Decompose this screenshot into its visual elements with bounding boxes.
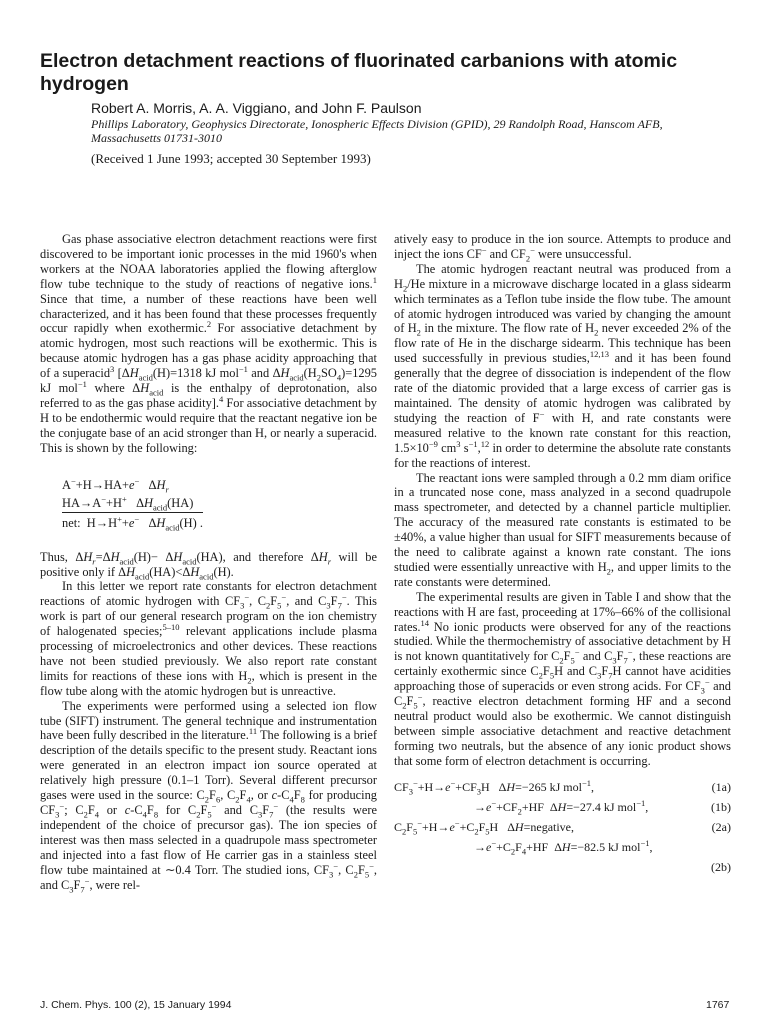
paragraph: atively easy to produce in the ion source. Attempts to produce and inject the ions CF− and $CF_2^-$ were unsuccessful. — [394, 232, 731, 264]
affiliation: Phillips Laboratory, Geophysics Directorate, Ionospheric Effects Division (GPID), 29 Randolph Road, Hanscom AFB, Massachusetts 01731-3010 — [91, 117, 663, 145]
paragraph: The atomic hydrogen reactant neutral was produced from a $H_2/He$ mixture in a microwave discharge located in a glass sidearm which terminates as a Teflon tube inside the flow tube. The amount of atomic hydrogen introduced was varied by changing the amount of $H_2$ in the mixture. The flow rate of $H_2$ never exceeded 2% of the flow rate of He in the discharge sidearm. This technique has been used successfully in previous studies,$^{12,13}$ and it has been found generally that the degree of dissociation is independent of the flow rate of the diatomic provided that a large excess of carrier gas is maintained. The density of atomic hydrogen was calibrated by studying the reaction of F− with H, and rate constants were measured relative to the known rate constant for this reaction, $1.5\times 10^{-9}$ $cm^3$ $s^{-1},^{12}$ in order to determine the absolute rate constants for the reactions of interest. — [394, 261, 732, 470]
paragraph: The reactant ions were sampled through a 0.2 mm diam orifice in a truncated nose cone, mass analyzed in a second quadrupole mass spectrometer, and detected by a channel particle multiplier. The accuracy of the measured rate constants is estimated to be ±40%, a value higher than usual for SIFT measurements because of the need to calibrate against a known rate constant. The ions studied were essentially unreactive with $H_2$, and upper limits to the rate constants were determined. — [394, 470, 731, 589]
journal-citation: J. Chem. Phys. 100 (2), 15 January 1994 — [40, 999, 232, 1011]
paragraph: The experimental results are given in Table I and show that the reactions with H are fast, proceeding at 17%–66% of the collisional rates.$^{14}$ No ionic products were observed for any of the reactions studied. While the thermochemistry of associative detachment by H is not known quantitatively for $C_2F_5^-$ and $C_3F_7^-$, these reactions are certainly exothermic since $C_2F_5H$ and $C_3F_7H$ cannot have acidities approaching those of superacids or even strong acids. For $CF_3^-$ and $C_2F_5^-$, reactive electron detachment forming HF and a second neutral product would also be exothermic. We cannot distinguish between simple associative detachment and reactive detachment forming two neutrals, but the absence of any ionic product shows that some form of electron detachment is occurring. — [394, 589, 731, 768]
received-dates: (Received 1 June 1993; accepted 30 September 1993) — [91, 151, 371, 166]
left-column — [40, 232, 377, 892]
author-list: Robert A. Morris, A. A. Viggiano, and John F. Paulson — [91, 100, 422, 116]
article-title: Electron detachment reactions of fluorinated carbanions with atomic hydrogen — [40, 50, 678, 95]
page-number: 1767 — [706, 999, 730, 1011]
right-column — [394, 232, 731, 885]
paragraph: The experiments were performed using a selected ion flow tube (SIFT) instrument. The general technique and instrumentation have been fully described in the literature.$^{11}$ The following is a brief description of the details specific to the present study. Reactant ions were generated in an electron impact ion source operated at relatively high pressure (0.1–1 Torr). Several different precursor gases were used in the source: $C_2F_6$, $C_2F_4$, or $c-C_4F_8$ for producing $CF_3^-$; $C_2F_4$ or $c-C_4F_8$ for $C_2F_5^-$ and $C_3F_7^-$ (the results were independent of the choice of precursor gas). The ion species of interest was then mass selected in a quadrupole mass spectrometer and injected into a fast flow of He carrier gas in a stainless steel flow tube maintained at ∼0.4 Torr. The studied ions, $CF_3^-$, $C_2F_5^-$, and $C_3F_7^-$, were rel- — [40, 698, 377, 894]
equation-block: A−+H→HA+e− $\Delta H_r$ HA→A−+H+ $\Delta H_{acid}(HA)$ net: H→H++e− $\Delta H_{acid}(H)$ . — [62, 475, 203, 533]
paragraph: Gas phase associative electron detachment reactions were first discovered to be important ionic processes in the mid 1960's when workers at the NOAA laboratories applied the flowing afterglow flow tube technique to the study of reactions of negative ions.$^1$ Since that time, a number of these reactions have been well characterized, and it has been found that these processes frequently occur rapidly when exothermic.$^2$ For associative detachment by atomic hydrogen, most such reactions will be exothermic. This is because atomic hydrogen has a gas phase acidity approaching that of a superacid$^3$ [$\Delta H_{acid}(H)=1318$ kJ mol$^{-1}$ and $\Delta H_{acid}(H_2SO_4)=1295$ kJ mol$^{-1}$ where $\Delta H_{acid}$ is the enthalpy of deprotonation, also referred to as the gas phase acidity].$^4$ For associative detachment by H to be endothermic would require that the reactant negative ion be the conjugate base of an acid stronger than H, or nearly a superacid. This is shown by the following: — [40, 232, 378, 455]
reaction-equations: $CF_3^-+H\to e^-+CF_3H$ ΔH=−265 kJ mol$^{-1}$, (1a) $\to e^-+CF_2+HF$ ΔH=−27.4 kJ mol$^{-1}$, (1b) $C_2F_5^-+H\to e^-+C_2F_5H$ ΔH=negative, (2a) $\to e^-+C_2F_4+HF$ ΔH=−82.5 kJ mol$^{-1}$, (2b) — [394, 777, 731, 874]
paragraph: Thus, $\Delta H_r=\Delta H_{acid}(H)- \Delta H_{acid}(HA)$, and therefore $\Delta H_r$ will be positive only if $\Delta H_{acid}(HA)<\Delta H_{acid}(H)$. — [40, 549, 377, 581]
paragraph: In this letter we report rate constants for electron detachment reactions of atomic hydrogen with $CF_3^-$, $C_2F_5^-$, and $C_3F_7^-$. This work is part of our general research program on the ion chemistry of halogenated species;$^{5-10}$ relevant applications include plasma processing of microelectronics and other devices. These reactions have not been studied previously. We also report rate constant limits for reactions of these ions with $H_2$, which is present in the flow tube along with the atomic hydrogen but is unreactive. — [40, 579, 378, 698]
